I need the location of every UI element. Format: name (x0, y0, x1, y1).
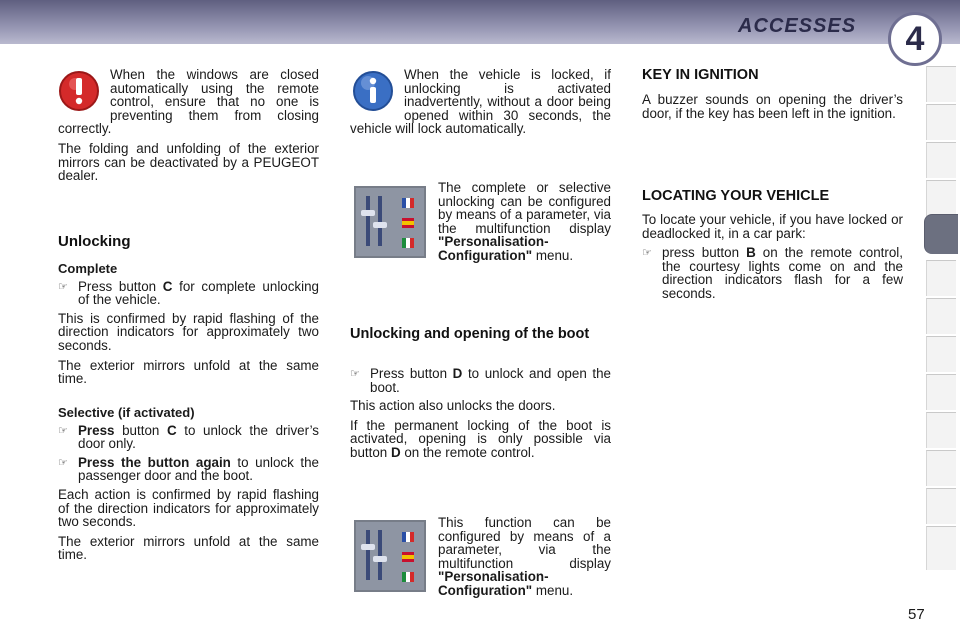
chapter-tab[interactable] (926, 260, 956, 296)
button-c-label: C (162, 278, 173, 294)
complete-mirrors: The exterior mirrors unfold at the same time. (58, 357, 319, 387)
selective-section (58, 406, 319, 568)
boot-section (350, 367, 611, 466)
chapter-tab[interactable] (926, 66, 956, 102)
menu-name: "Personalisation-Configuration" (438, 234, 549, 263)
chapter-tab[interactable] (926, 142, 956, 178)
selective-bullet-2: ☞ Press the button again to unlock the passenger door and the boot. (58, 454, 319, 484)
chapter-badge: 4 (888, 12, 942, 66)
button-c-label: C (166, 422, 177, 438)
selective-heading: Selective (if activated) (58, 405, 195, 420)
config-note-1: The complete or selective unlocking can be configured by means of a parameter, via the multifunction display "Personalisation-Configuration" menu. (438, 180, 611, 263)
chapter-tab[interactable] (926, 298, 956, 334)
complete-heading: Complete (58, 261, 118, 276)
info-text: When the vehicle is locked, if unlocking is activated inadvertently, without a door being opened within 30 seconds, the vehicle will lock automatically. (350, 67, 611, 137)
locating-bullet: ☞ press button B on the remote control, the courtesy lights come on and the direction indicators flash for a few seconds. (642, 245, 903, 301)
bullet-hand-icon: ☞ (350, 368, 360, 380)
key-in-ignition-heading: KEY IN IGNITION (642, 67, 759, 83)
chapter-tab[interactable] (926, 104, 956, 140)
locating-text: To locate your vehicle, if you have locked or deadlocked it, in a car park: (642, 212, 903, 241)
chapter-tab-active[interactable] (924, 214, 958, 254)
complete-confirmation: This is confirmed by rapid flashing of the direction indicators for approximately two seconds. (58, 310, 319, 353)
button-b-label: B (746, 245, 756, 261)
key-in-ignition-text: A buzzer sounds on opening the driver’s door, if the key has been left in the ignition. (642, 92, 903, 121)
selective-mirrors: The exterior mirrors unfold at the same time. (58, 533, 319, 563)
bullet-hand-icon: ☞ (58, 424, 68, 437)
chapter-tab[interactable] (926, 412, 956, 448)
page-number: 57 (908, 606, 925, 623)
chapter-tab[interactable] (926, 374, 956, 410)
boot-doors-note: This action also unlocks the doors. (350, 398, 556, 414)
warning-note (58, 68, 319, 189)
complete-section (58, 262, 319, 392)
chapter-tab[interactable] (926, 336, 956, 372)
boot-permanent-note: If the permanent locking of the boot is activated, opening is only possible via button D on the remote control. (350, 417, 611, 460)
boot-heading: Unlocking and opening of the boot (350, 326, 590, 342)
key-in-ignition-section (642, 93, 903, 126)
mirror-note: The folding and unfolding of the exterior mirrors can be deactivated by a PEUGEOT dealer. (58, 140, 319, 184)
chapter-tab[interactable] (926, 450, 956, 486)
chapter-tab[interactable] (926, 180, 956, 216)
config-note-2: This function can be configured by means of a parameter, via the multifunction display "Personalisation-Configuration" menu. (438, 515, 611, 598)
multifunction-display-image (354, 520, 426, 592)
unlocking-heading: Unlocking (58, 233, 131, 250)
chapter-tab[interactable] (926, 526, 956, 570)
selective-confirmation: Each action is confirmed by rapid flashing of the direction indicators for approximately two seconds. (58, 486, 319, 530)
info-note (350, 68, 611, 142)
warning-text: When the windows are closed automatically using the remote control, ensure that no one is preventing them from closing correctly. (58, 67, 319, 137)
locating-section (642, 213, 903, 306)
locating-heading: LOCATING YOUR VEHICLE (642, 188, 830, 204)
bullet-hand-icon: ☞ (642, 247, 652, 260)
chapter-tabs (926, 66, 960, 576)
multifunction-display-image (354, 186, 426, 258)
boot-bullet: ☞ Press button D to unlock and open the boot. (350, 366, 611, 395)
bullet-hand-icon: ☞ (58, 280, 68, 293)
menu-name: "Personalisation-Configuration" (438, 569, 549, 598)
chapter-tab[interactable] (926, 488, 956, 524)
button-d-label: D (452, 366, 463, 381)
section-title: ACCESSES (738, 15, 857, 37)
selective-bullet-1: ☞ Press button C to unlock the driver’s door only. (58, 422, 319, 452)
bullet-hand-icon: ☞ (58, 456, 68, 469)
complete-bullet: ☞ Press button C for complete unlocking of the vehicle. (58, 278, 319, 308)
